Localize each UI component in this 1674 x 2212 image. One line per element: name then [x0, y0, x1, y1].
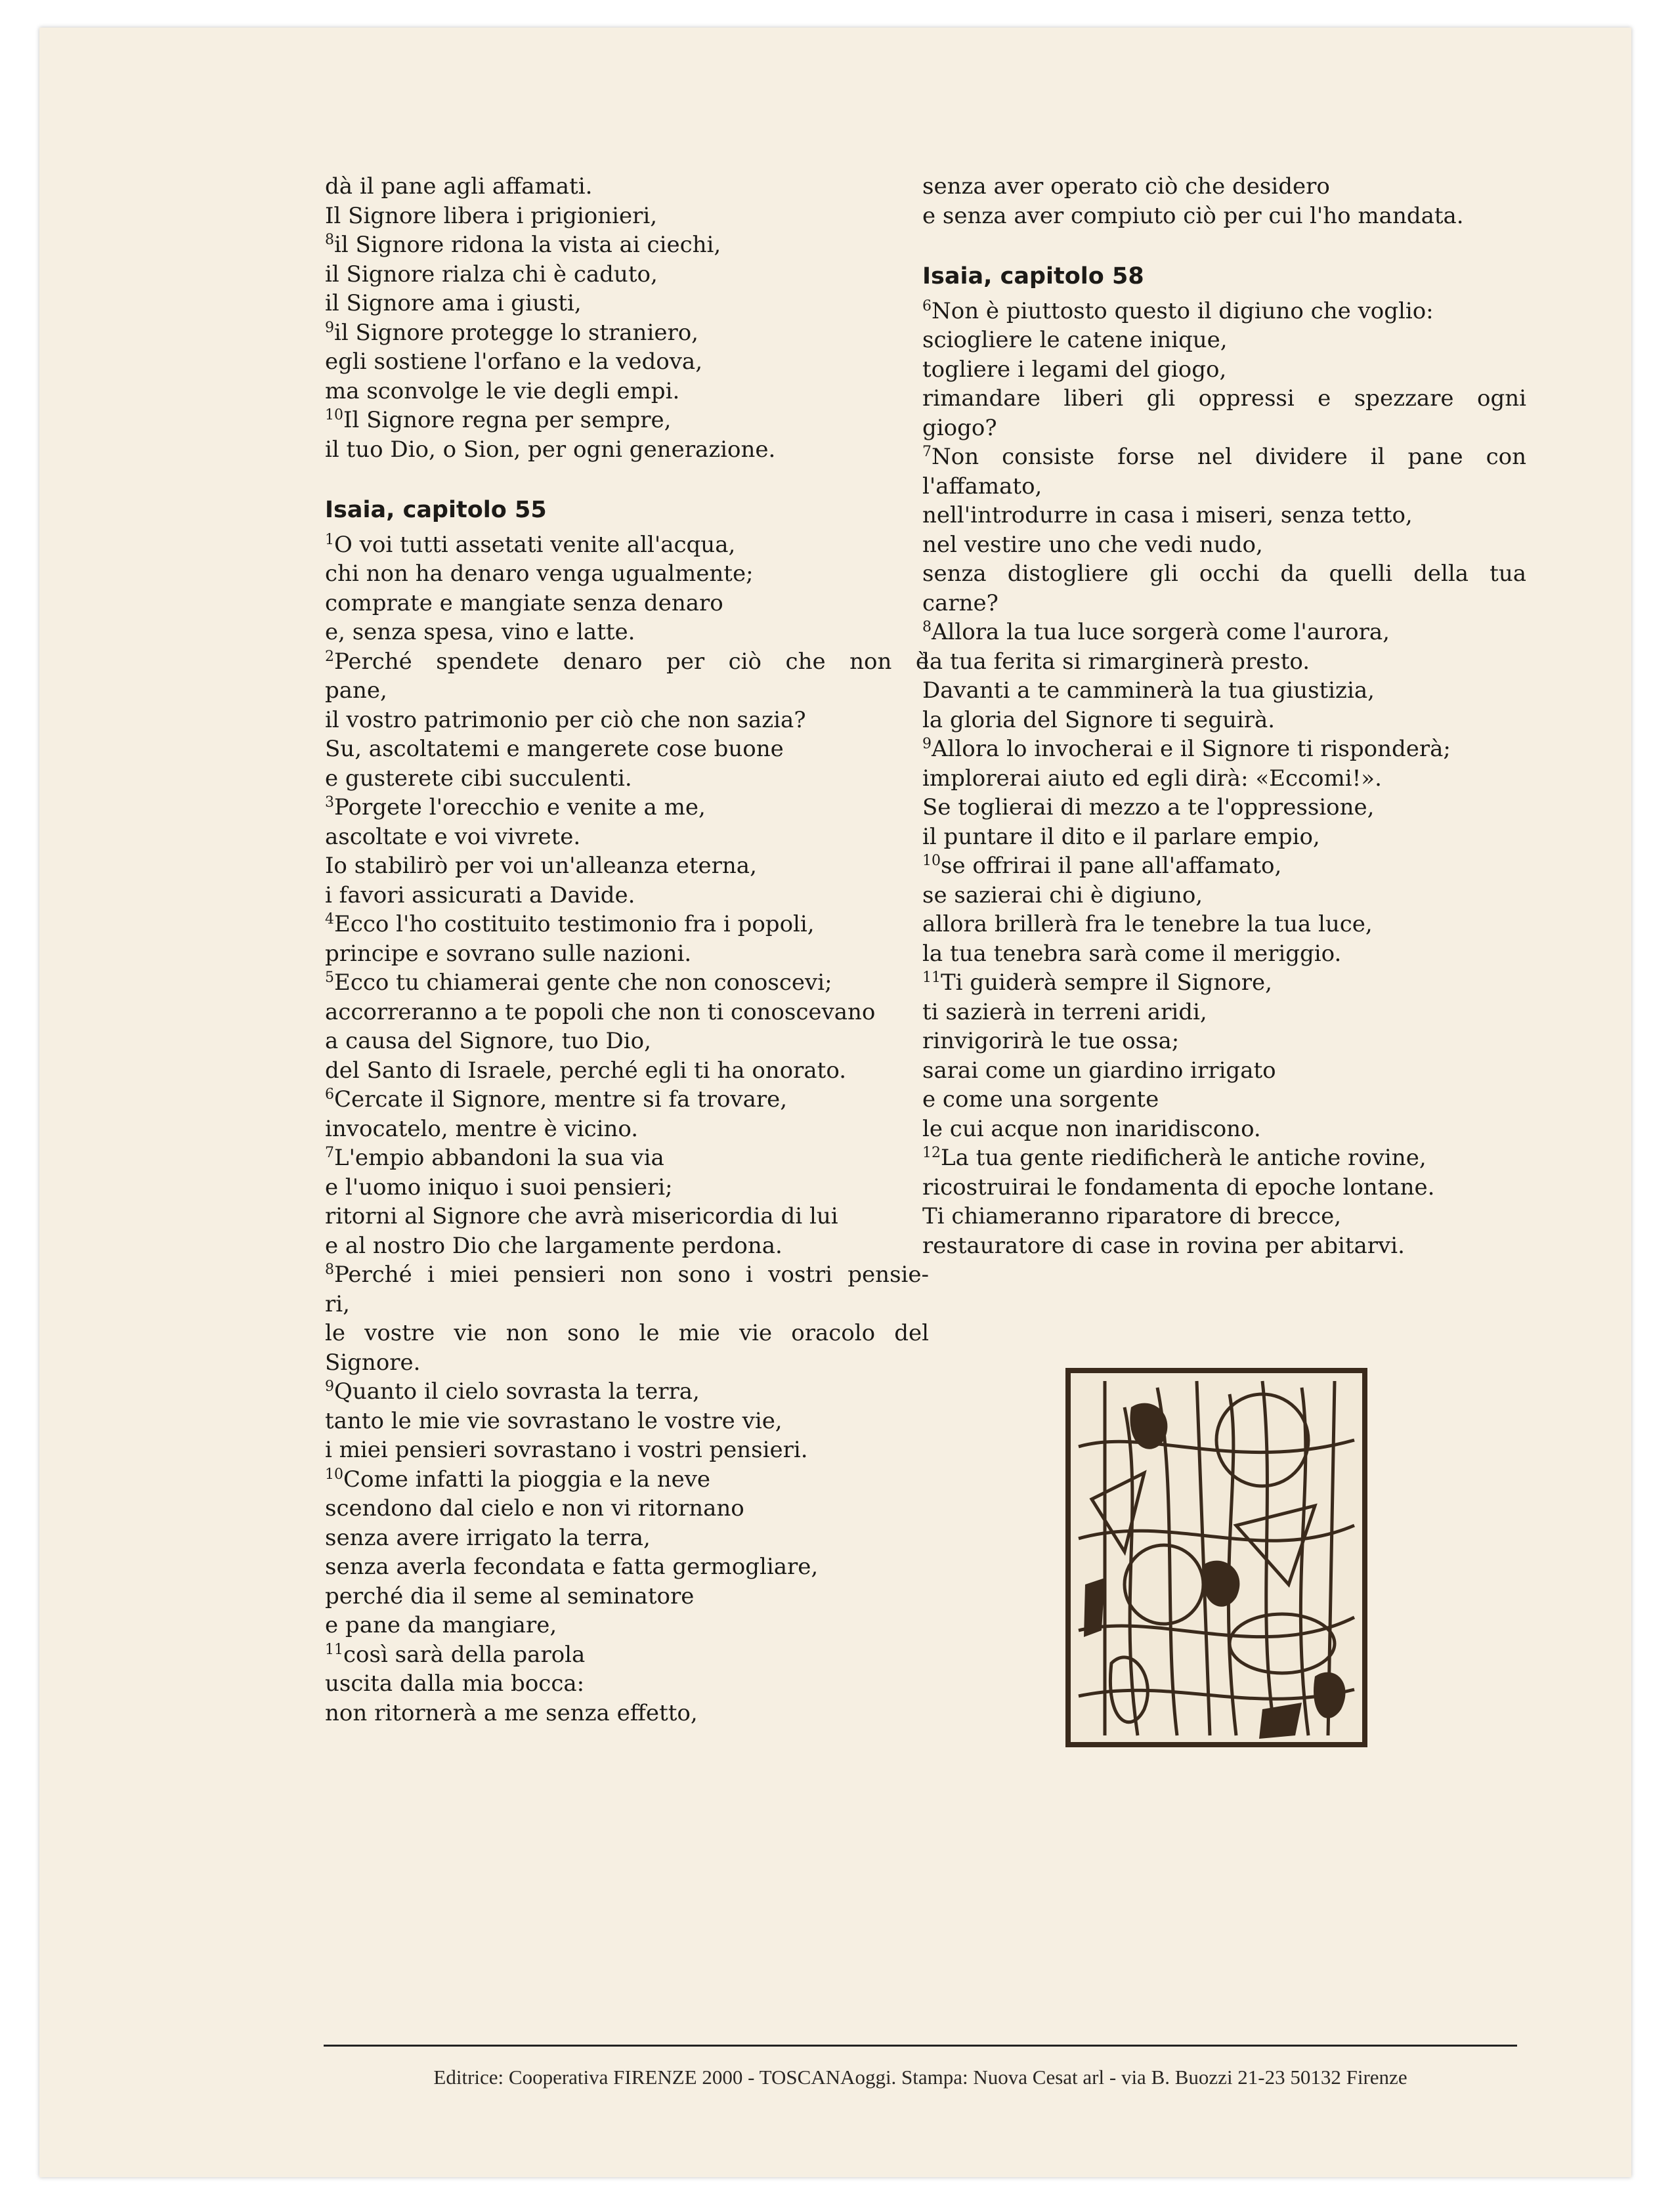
- text-line: [325, 851, 929, 881]
- text-line: [325, 530, 929, 560]
- text-line: [325, 1407, 929, 1436]
- text-line: [325, 1085, 929, 1115]
- verse-number: 9: [922, 736, 932, 752]
- verse-text: Ti chiameranno riparatore di brecce,: [922, 1203, 1341, 1229]
- verse-text: la gloria del Signore ti seguirà.: [922, 706, 1276, 733]
- text-line: [922, 1115, 1526, 1144]
- text-line: [325, 202, 929, 231]
- text-line: [325, 230, 929, 260]
- verse-text: egli sostiene l'orfano e la vedova,: [325, 349, 702, 375]
- text-line: [325, 676, 929, 706]
- verse-number: 3: [325, 794, 334, 811]
- text-line: [325, 764, 929, 794]
- text-line: [325, 1348, 929, 1378]
- verse-text: ti sazierà in terreni aridi,: [922, 998, 1207, 1025]
- verse-text: così sarà della parola: [343, 1641, 586, 1668]
- text-line: [325, 939, 929, 969]
- text-line: [325, 1115, 929, 1144]
- verse-text: la tua ferita si rimarginerà presto.: [922, 648, 1310, 675]
- verse-text: Su, ascoltatemi e mangerete cose buone: [325, 736, 784, 762]
- verse-text: il Signore rialza chi è caduto,: [325, 261, 658, 287]
- text-line: [325, 1319, 929, 1348]
- verse-text: L'empio abbandoni la sua via: [334, 1145, 664, 1171]
- verse-text: tanto le mie vie sovrastano le vostre vie,: [325, 1407, 783, 1434]
- verse-number: 9: [325, 1378, 334, 1395]
- verse-text: Allora lo invocherai e il Signore ti risponderà;: [932, 736, 1451, 762]
- text-line: [325, 172, 929, 202]
- text-line: [922, 764, 1526, 794]
- text-line: [325, 706, 929, 735]
- text-line: [325, 589, 929, 618]
- text-line: [325, 881, 929, 910]
- text-line: [922, 647, 1526, 677]
- verse-text: La tua gente riedificherà le antiche rovine,: [941, 1145, 1427, 1171]
- verse-text: chi non ha denaro venga ugualmente;: [325, 561, 754, 587]
- verse-text: sarai come un giardino irrigato: [922, 1057, 1276, 1084]
- verse-text: Ti guiderà sempre il Signore,: [941, 969, 1272, 996]
- text-line: [922, 501, 1526, 530]
- verse-text: e senza aver compiuto ciò per cui l'ho mandata.: [922, 202, 1464, 229]
- verse-number: 4: [325, 911, 334, 927]
- text-line: [325, 1465, 929, 1495]
- verse-text: restauratore di case in rovina per abitarvi.: [922, 1232, 1405, 1259]
- verse-text: il tuo Dio, o Sion, per ogni generazione.: [325, 436, 776, 463]
- verse-text: ma sconvolge le vie degli empi.: [325, 377, 680, 404]
- verse-text: senza avere irrigato la terra,: [325, 1524, 651, 1551]
- verse-text: ri,: [325, 1290, 350, 1317]
- verse-text: Perché spendete denaro per ciò che non è: [334, 648, 929, 675]
- verse-number: 7: [325, 1145, 334, 1161]
- verse-number: 8: [325, 232, 334, 248]
- right-text-column: [922, 172, 1526, 1260]
- verse-text: Il Signore libera i prigionieri,: [325, 202, 658, 229]
- verse-text: perché dia il seme al seminatore: [325, 1583, 695, 1609]
- text-line: [922, 910, 1526, 939]
- text-line: [325, 1552, 929, 1582]
- verse-number: 8: [922, 619, 932, 635]
- text-line: [922, 881, 1526, 910]
- text-line: [325, 998, 929, 1027]
- text-line: [922, 1056, 1526, 1086]
- text-line: [325, 1699, 929, 1728]
- text-line: [922, 968, 1526, 998]
- footer-divider: [324, 2045, 1517, 2047]
- left-text-column: [325, 172, 929, 1728]
- text-line: [325, 289, 929, 318]
- verse-number: 10: [922, 853, 941, 869]
- verse-text: ricostruirai le fondamenta di epoche lontane.: [922, 1174, 1435, 1201]
- woodcut-figure-icon: [1065, 1368, 1367, 1747]
- text-line: [325, 260, 929, 289]
- verse-text: senza aver operato ciò che desidero: [922, 173, 1330, 200]
- verse-number: 12: [922, 1145, 941, 1161]
- verse-text: e l'uomo iniquo i suoi pensieri;: [325, 1174, 673, 1201]
- verse-text: il Signore protegge lo straniero,: [334, 319, 698, 346]
- verse-text: se sazierai chi è digiuno,: [922, 882, 1203, 908]
- text-line: [325, 377, 929, 406]
- verse-text: carne?: [922, 589, 998, 616]
- text-line: [325, 406, 929, 435]
- text-line: [325, 793, 929, 822]
- text-line: [325, 1027, 929, 1056]
- text-line: [325, 1377, 929, 1407]
- verse-text: Non consiste forse nel dividere il pane con: [932, 444, 1526, 470]
- chapter-heading: Isaia, capitolo 55: [325, 497, 547, 523]
- verse-text: togliere i legami del giogo,: [922, 356, 1227, 383]
- text-line: [325, 1143, 929, 1173]
- verse-text: accorreranno a te popoli che non ti conoscevano: [325, 998, 876, 1025]
- verse-text: del Santo di Israele, perché egli ti ha onorato.: [325, 1057, 847, 1084]
- text-line: [922, 297, 1526, 326]
- text-line: [325, 1640, 929, 1670]
- text-line: [922, 851, 1526, 881]
- text-line: [922, 706, 1526, 735]
- verse-text: nell'introdurre in casa i miseri, senza tetto,: [922, 502, 1413, 528]
- verse-text: Davanti a te camminerà la tua giustizia,: [922, 677, 1375, 704]
- verse-number: 11: [325, 1641, 343, 1658]
- verse-text: le vostre vie non sono le mie vie oracolo del: [325, 1320, 929, 1346]
- text-line: [922, 384, 1526, 414]
- text-line: [325, 1173, 929, 1202]
- text-line: [325, 1056, 929, 1086]
- text-line: [922, 939, 1526, 969]
- text-line: [325, 647, 929, 677]
- verse-text: Porgete l'orecchio e venite a me,: [334, 794, 706, 820]
- verse-text: sciogliere le catene inique,: [922, 327, 1228, 353]
- text-line: [325, 618, 929, 647]
- verse-text: ritorni al Signore che avrà misericordia di lui: [325, 1203, 838, 1229]
- verse-number: 6: [325, 1086, 334, 1103]
- verse-text: a causa del Signore, tuo Dio,: [325, 1028, 651, 1054]
- text-line: [922, 822, 1526, 852]
- text-line: [325, 1290, 929, 1319]
- verse-text: Se toglierai di mezzo a te l'oppressione,: [922, 794, 1375, 820]
- verse-text: e pane da mangiare,: [325, 1612, 557, 1638]
- text-line: [325, 318, 929, 348]
- verse-text: O voi tutti assetati venite all'acqua,: [334, 531, 736, 558]
- verse-text: se offrirai il pane all'affamato,: [941, 853, 1282, 879]
- verse-text: Io stabilirò per voi un'alleanza eterna,: [325, 853, 757, 879]
- text-line: [922, 1027, 1526, 1056]
- text-line: [922, 676, 1526, 706]
- text-line: [922, 530, 1526, 560]
- verse-text: Il Signore regna per sempre,: [343, 407, 672, 433]
- text-line: [325, 1260, 929, 1290]
- text-line: [922, 734, 1526, 764]
- page-sheet: [39, 28, 1631, 2177]
- verse-text: senza distogliere gli occhi da quelli della tua: [922, 561, 1526, 587]
- text-line: [325, 968, 929, 998]
- verse-number: 10: [325, 1466, 343, 1483]
- text-line: [922, 355, 1526, 385]
- verse-number: 10: [325, 407, 343, 423]
- verse-text: nel vestire uno che vedi nudo,: [922, 531, 1263, 558]
- verse-text: Ecco tu chiamerai gente che non conoscevi;: [334, 969, 832, 996]
- verse-number: 7: [922, 444, 932, 460]
- verse-text: implorerai aiuto ed egli dirà: «Eccomi!».: [922, 765, 1382, 792]
- text-line: [325, 822, 929, 852]
- verse-text: e come una sorgente: [922, 1086, 1159, 1113]
- verse-text: pane,: [325, 677, 387, 704]
- text-line: [325, 435, 929, 465]
- text-line: [922, 414, 1526, 443]
- verse-text: rimandare liberi gli oppressi e spezzare ogni: [922, 385, 1526, 412]
- text-line: [325, 1202, 929, 1231]
- verse-number: 11: [922, 969, 941, 986]
- verse-text: e, senza spesa, vino e latte.: [325, 619, 635, 645]
- verse-text: la tua tenebra sarà come il meriggio.: [922, 940, 1342, 967]
- verse-text: i miei pensieri sovrastano i vostri pensieri.: [325, 1437, 808, 1463]
- verse-text: ascoltate e voi vivrete.: [325, 823, 581, 850]
- verse-text: senza averla fecondata e fatta germogliare,: [325, 1554, 819, 1580]
- verse-text: principe e sovrano sulle nazioni.: [325, 940, 692, 967]
- text-line: [325, 1494, 929, 1523]
- verse-number: 8: [325, 1262, 334, 1278]
- verse-text: invocatelo, mentre è vicino.: [325, 1115, 639, 1142]
- text-line: [922, 442, 1526, 472]
- verse-text: non ritornerà a me senza effetto,: [325, 1699, 698, 1726]
- verse-text: l'affamato,: [922, 473, 1042, 500]
- text-line: [922, 793, 1526, 822]
- verse-text: i favori assicurati a Davide.: [325, 882, 635, 908]
- text-line: [922, 1143, 1526, 1173]
- verse-text: il Signore ama i giusti,: [325, 290, 582, 316]
- text-line: [325, 1582, 929, 1611]
- text-line: [325, 734, 929, 764]
- verse-text: Quanto il cielo sovrasta la terra,: [334, 1378, 700, 1405]
- text-line: [922, 589, 1526, 618]
- text-line: [325, 1611, 929, 1640]
- text-line: [922, 618, 1526, 647]
- verse-text: Cercate il Signore, mentre si fa trovare,: [334, 1086, 788, 1113]
- text-line: [922, 472, 1526, 501]
- verse-text: comprate e mangiate senza denaro: [325, 589, 723, 616]
- text-line: [325, 1523, 929, 1553]
- chapter-heading: Isaia, capitolo 58: [922, 263, 1144, 289]
- text-line: [922, 326, 1526, 355]
- verse-text: Signore.: [325, 1349, 421, 1376]
- verse-text: e gusterete cibi succulenti.: [325, 765, 632, 792]
- verse-text: le cui acque non inaridiscono.: [922, 1115, 1261, 1142]
- verse-text: il vostro patrimonio per ciò che non sazia?: [325, 706, 806, 733]
- verse-number: 2: [325, 648, 334, 665]
- verse-text: uscita dalla mia bocca:: [325, 1670, 585, 1697]
- verse-text: dà il pane agli affamati.: [325, 173, 593, 200]
- verse-text: giogo?: [922, 414, 997, 441]
- text-line: [922, 1231, 1526, 1261]
- text-line: [325, 1669, 929, 1699]
- verse-text: allora brillerà fra le tenebre la tua luce,: [922, 911, 1373, 937]
- verse-text: Come infatti la pioggia e la neve: [343, 1466, 711, 1493]
- verse-text: Allora la tua luce sorgerà come l'aurora,: [932, 619, 1390, 645]
- text-line: [325, 910, 929, 939]
- verse-number: 9: [325, 319, 334, 336]
- text-line: [325, 559, 929, 589]
- text-line: [922, 202, 1526, 231]
- text-line: [922, 1173, 1526, 1202]
- publisher-footer: Editrice: Cooperativa FIRENZE 2000 - TOSCANAoggi. Stampa: Nuova Cesat arl - via B. Buozzi 21-23 50132 Firenze: [433, 2066, 1407, 2089]
- verse-text: il puntare il dito e il parlare empio,: [922, 823, 1320, 850]
- text-line: [922, 172, 1526, 202]
- verse-text: scendono dal cielo e non vi ritornano: [325, 1495, 744, 1521]
- verse-text: Ecco l'ho costituito testimonio fra i popoli,: [334, 911, 815, 937]
- text-line: [325, 1231, 929, 1261]
- text-line: [922, 559, 1526, 589]
- text-line: [325, 1436, 929, 1465]
- verse-text: e al nostro Dio che largamente perdona.: [325, 1232, 783, 1259]
- verse-text: Perché i miei pensieri non sono i vostri pensie-: [334, 1262, 929, 1288]
- text-line: [922, 1202, 1526, 1231]
- text-line: [922, 1085, 1526, 1115]
- verse-text: il Signore ridona la vista ai ciechi,: [334, 232, 721, 258]
- text-line: [922, 998, 1526, 1027]
- verse-text: rinvigorirà le tue ossa;: [922, 1028, 1180, 1054]
- verse-number: 5: [325, 969, 334, 986]
- verse-number: 6: [922, 297, 932, 314]
- verse-number: 1: [325, 531, 334, 548]
- verse-text: Non è piuttosto questo il digiuno che voglio:: [932, 297, 1434, 324]
- woodcut-illustration: [1065, 1368, 1367, 1747]
- text-line: [325, 347, 929, 377]
